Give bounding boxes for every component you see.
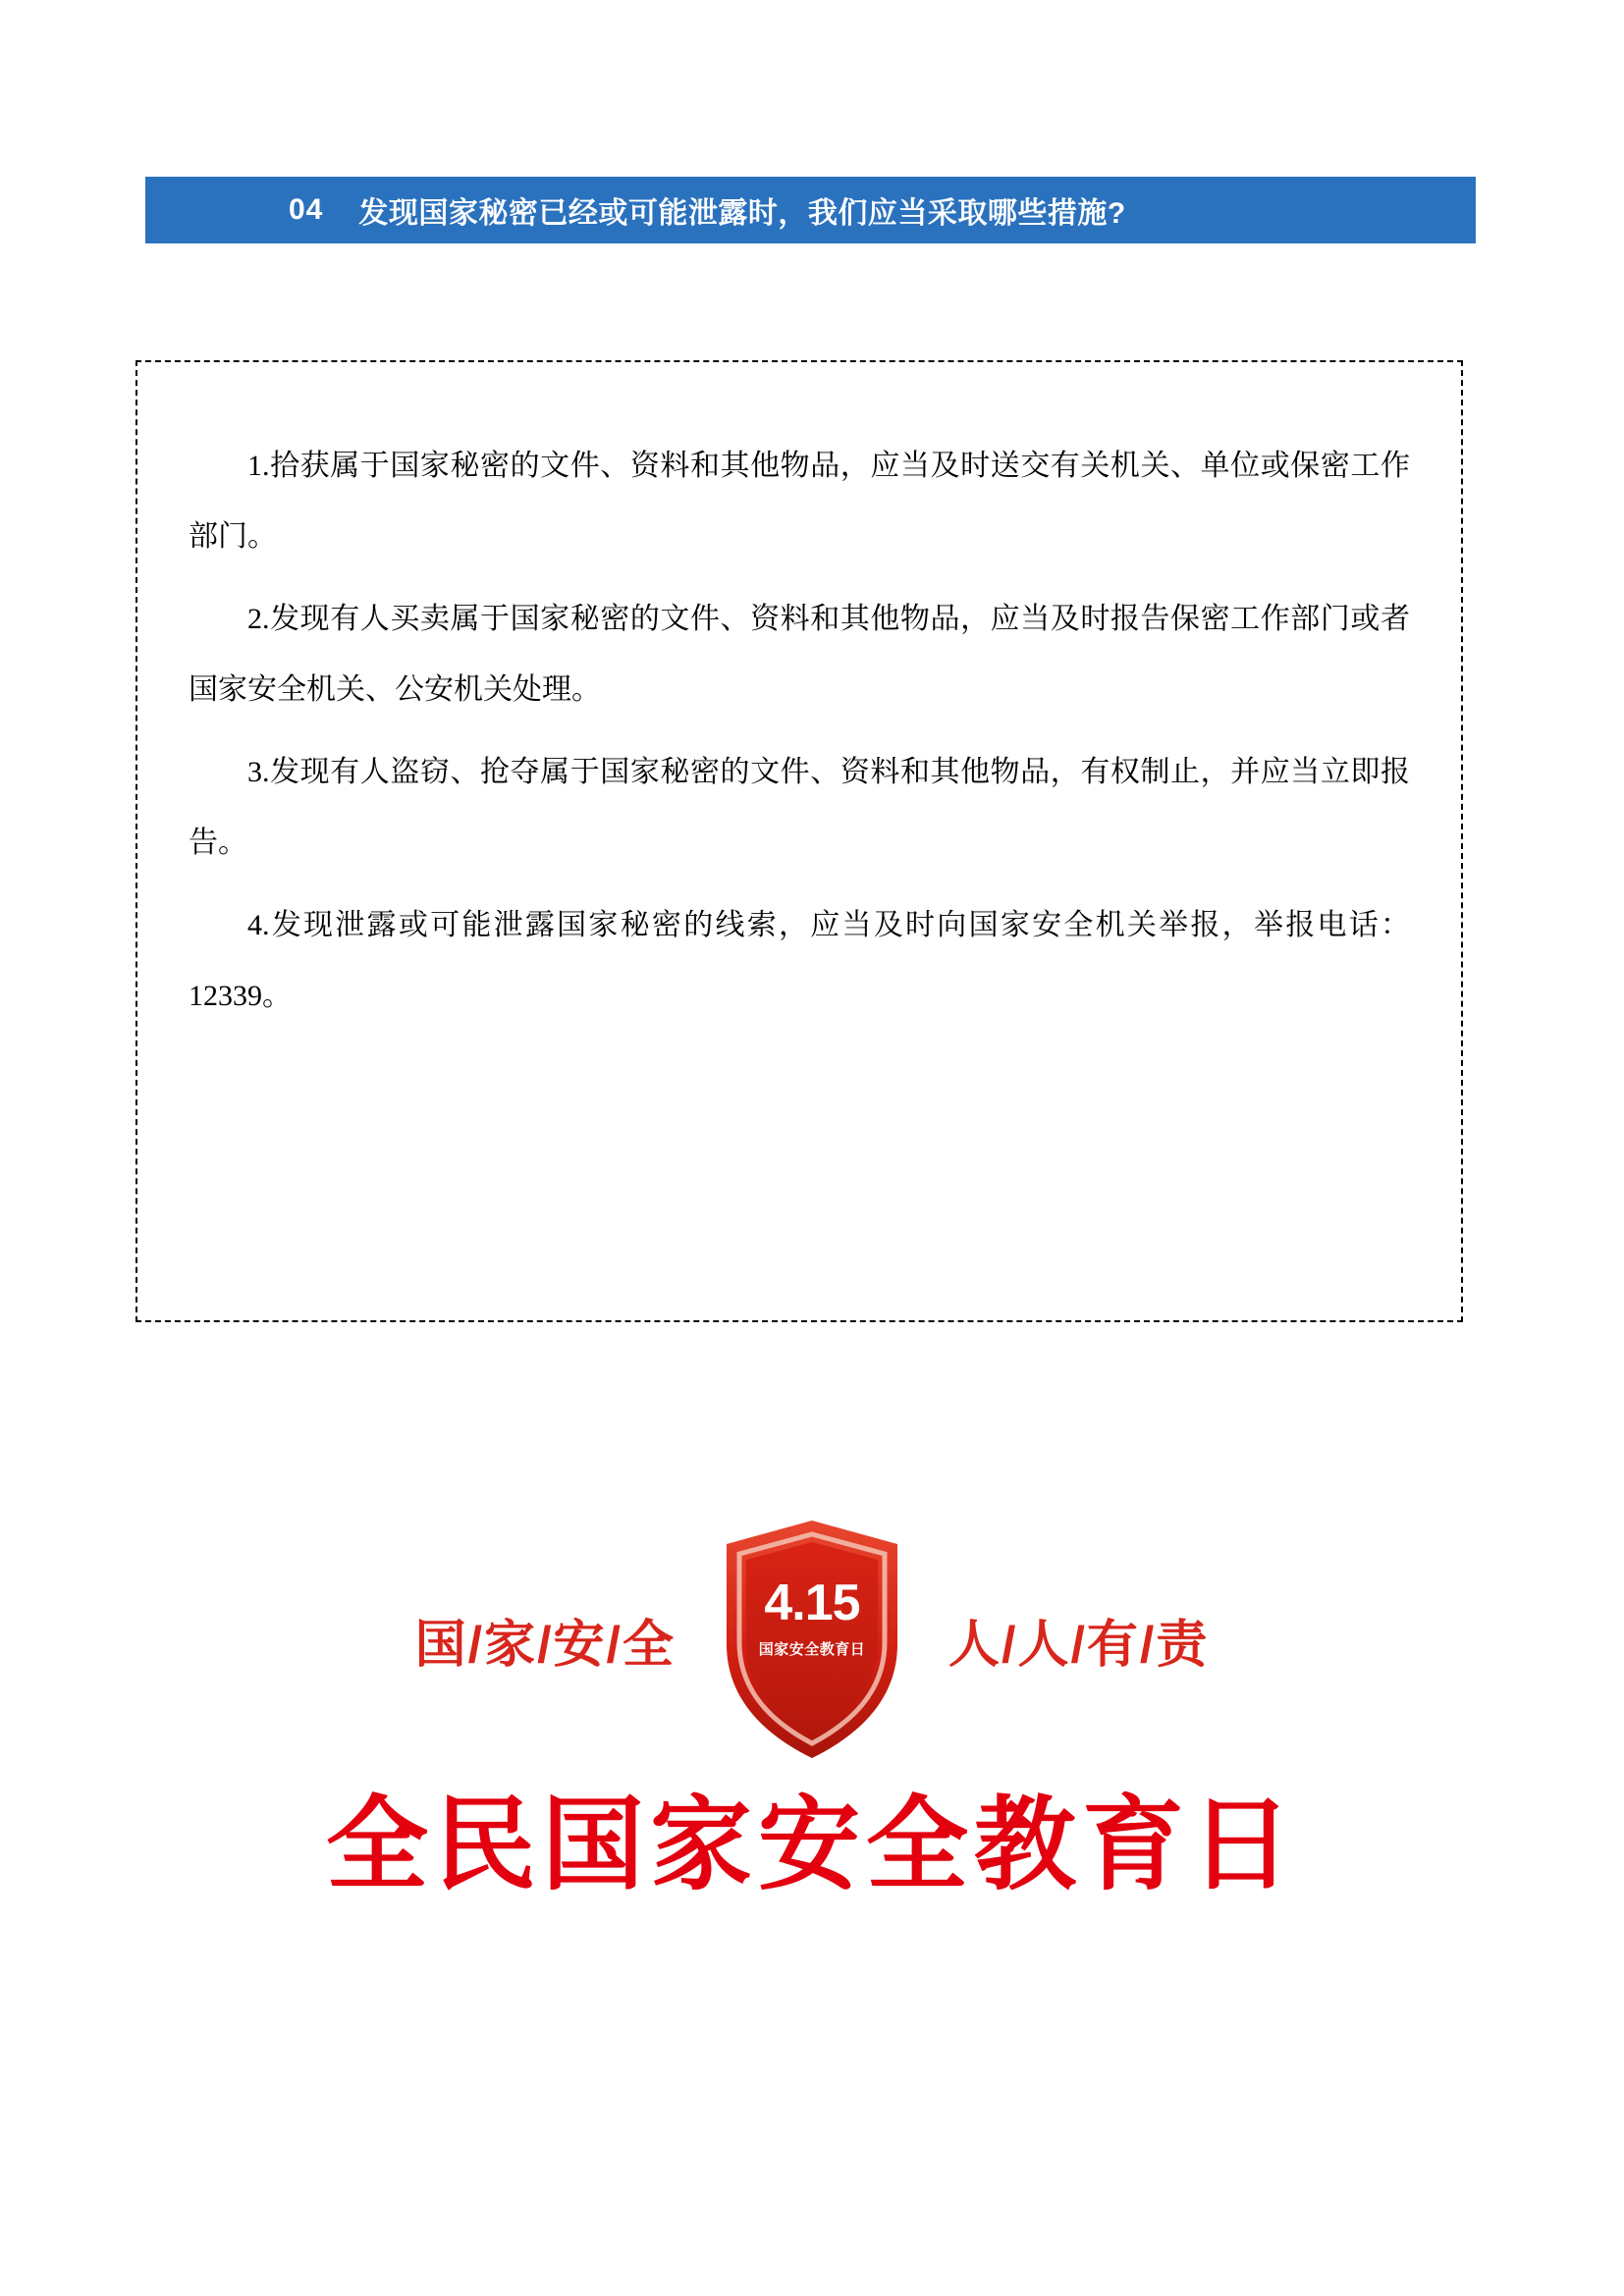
- shield-date-text: 4.15: [764, 1575, 860, 1631]
- content-paragraph-2: 2.发现有人买卖属于国家秘密的文件、资料和其他物品，应当及时报告保密工作部门或者国家安全机关、公安机关处理。: [189, 603, 1410, 706]
- emblem-right-text: 人/人/有/责: [948, 1616, 1210, 1674]
- emblem-row: [0, 1492, 1624, 1787]
- section-number: 04: [289, 193, 324, 226]
- content-inner: [137, 362, 1461, 1032]
- content-box: [135, 360, 1463, 1322]
- content-paragraph-4: 4.发现泄露或可能泄露国家秘密的线索，应当及时向国家安全机关举报，举报电话：12339。: [189, 909, 1410, 1012]
- content-paragraph-1: 1.拾获属于国家秘密的文件、资料和其他物品，应当及时送交有关机关、单位或保密工作部门。: [189, 450, 1410, 553]
- emblem-left-text: 国/家/安/全: [414, 1616, 676, 1674]
- section-title: 发现国家秘密已经或可能泄露时，我们应当采取哪些措施?: [358, 197, 1126, 230]
- section-header-banner: [145, 177, 1476, 243]
- shield-subtitle-text: 国家安全教育日: [758, 1641, 866, 1658]
- main-slogan: 全民国家安全教育日: [325, 1789, 1298, 1902]
- emblem-area: [0, 1492, 1624, 2042]
- shield-icon: [719, 1517, 905, 1762]
- content-paragraph-3: 3.发现有人盗窃、抢夺属于国家秘密的文件、资料和其他物品，有权制止，并应当立即报告。: [189, 756, 1410, 859]
